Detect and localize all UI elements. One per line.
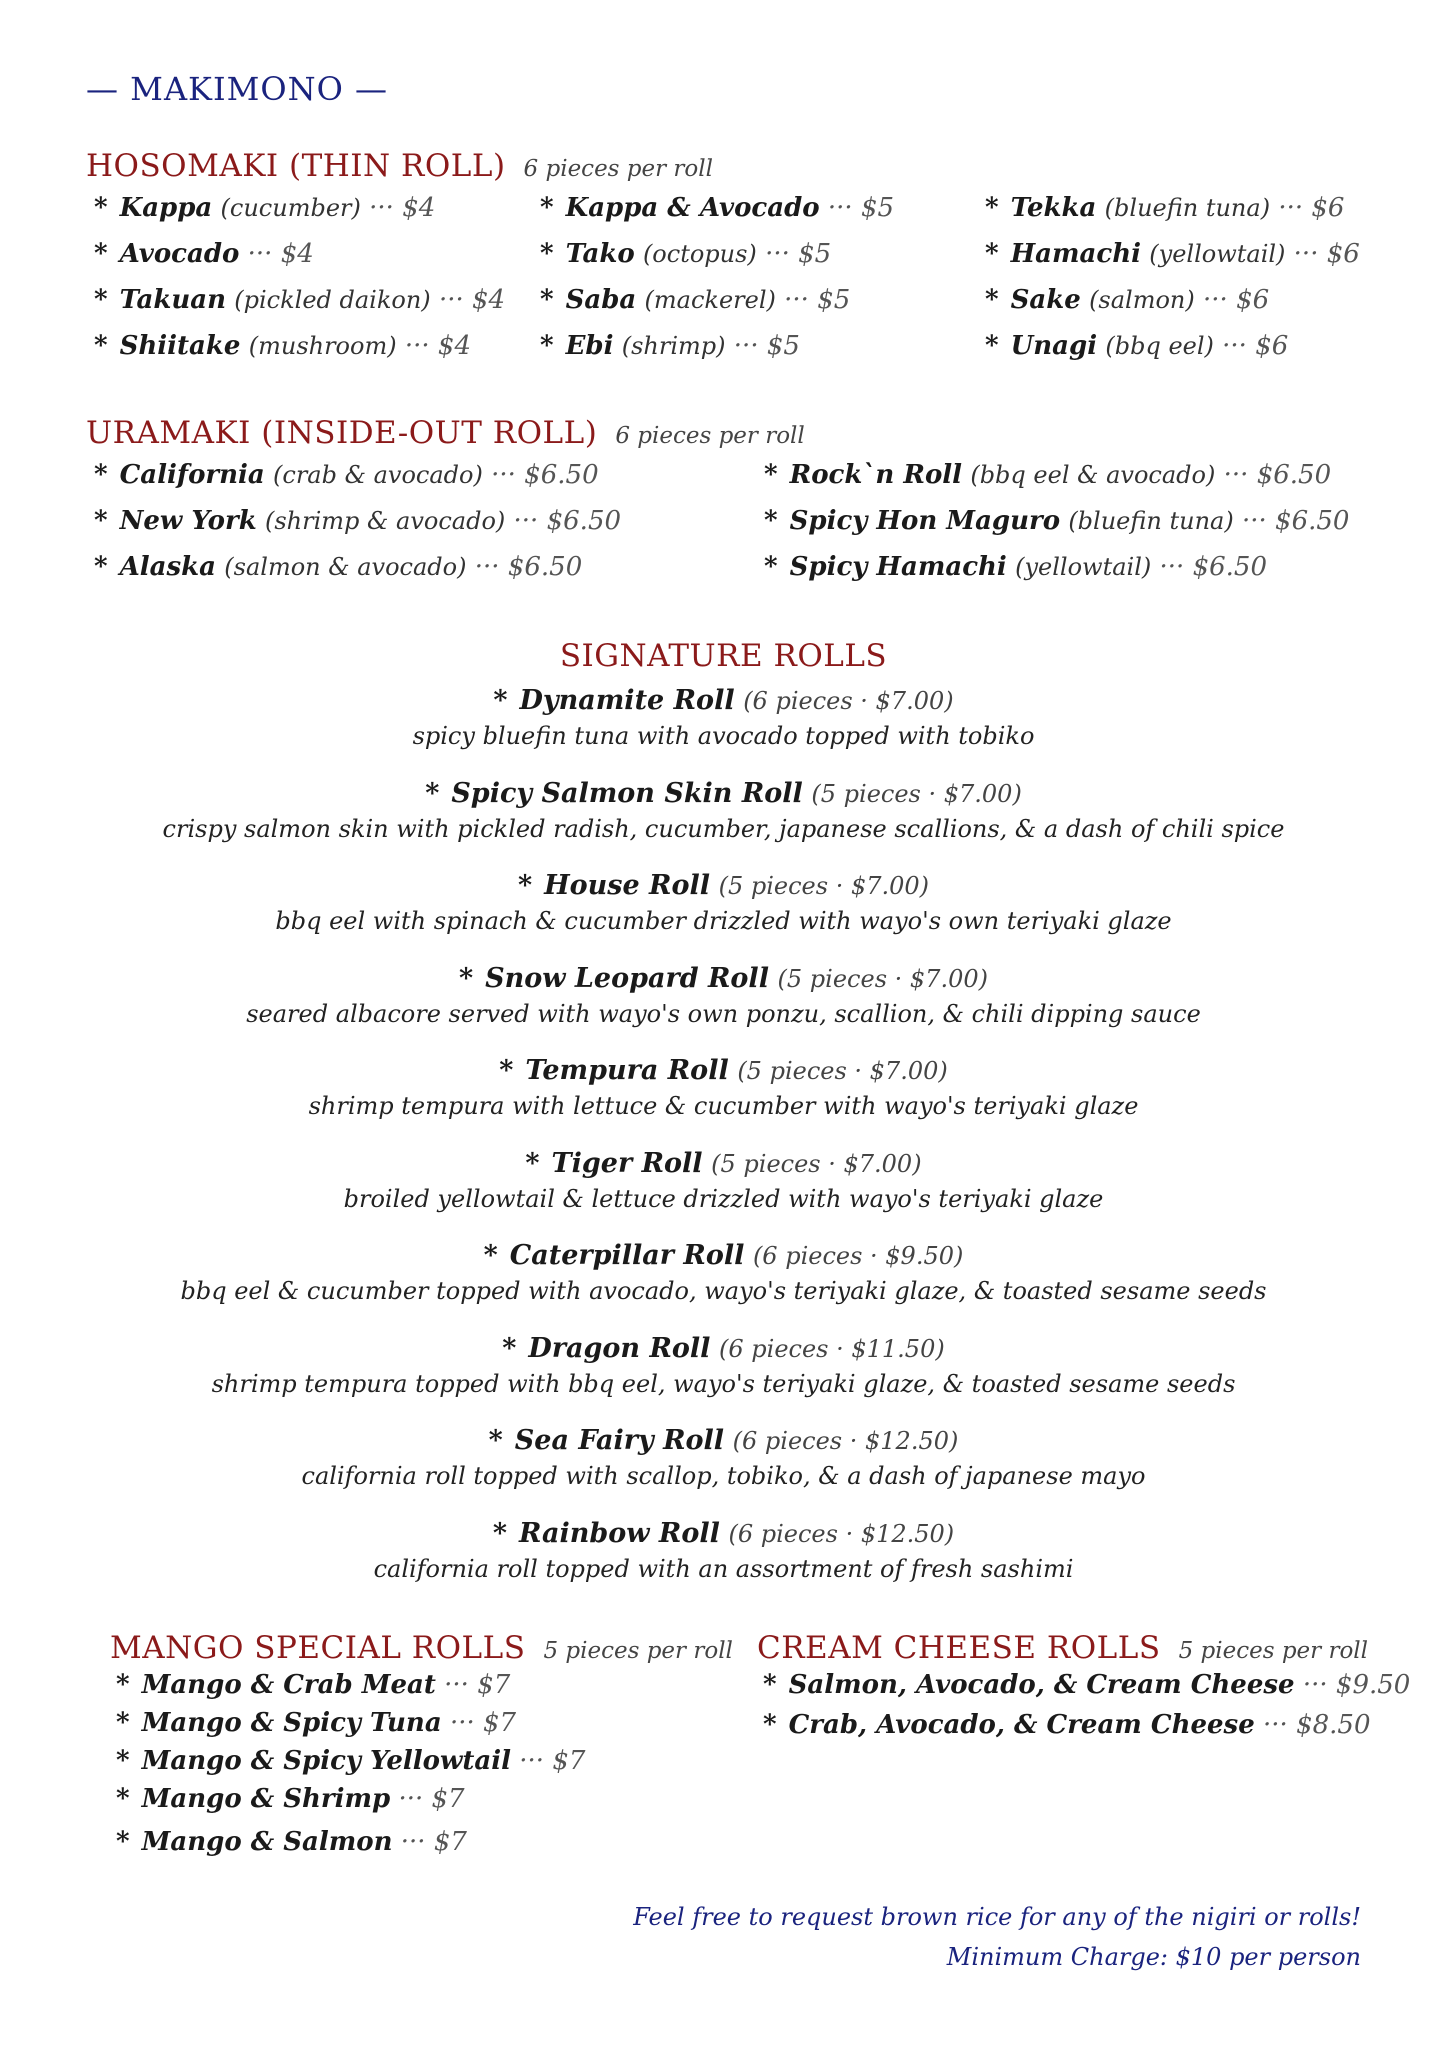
item-name: Tempura Roll xyxy=(525,1055,729,1086)
item-name: House Roll xyxy=(544,870,710,901)
item-name: Mango & Crab Meat xyxy=(141,1670,436,1700)
item-pieces-price: (6 pieces · $9.50) xyxy=(752,1242,964,1270)
bullet-star-icon: * xyxy=(517,870,533,901)
item-name: Kappa xyxy=(119,193,213,223)
item-price: $5 xyxy=(817,285,851,315)
bullet-star-icon: * xyxy=(116,1827,130,1857)
item-name: Tiger Roll xyxy=(551,1147,703,1179)
signature-title: SIGNATURE ROLLS xyxy=(559,638,888,674)
item-price: $6.50 xyxy=(1275,506,1350,536)
mango-title: MANGO SPECIAL ROLLS xyxy=(110,1630,526,1666)
signature-item-header xyxy=(0,778,1447,809)
uramaki-note: 6 pieces per roll xyxy=(615,423,805,449)
item-name: Tekka xyxy=(1010,193,1097,223)
bullet-star-icon: * xyxy=(985,331,999,361)
menu-item xyxy=(540,331,800,361)
menu-item xyxy=(764,460,1331,490)
bullet-star-icon: * xyxy=(540,331,554,361)
menu-item xyxy=(540,285,850,315)
item-price: $6.50 xyxy=(524,460,599,490)
item-price: $7 xyxy=(431,1784,465,1814)
item-name: Caterpillar Roll xyxy=(509,1240,745,1271)
menu-item xyxy=(985,239,1360,269)
item-description: shrimp tempura with lettuce & cucumber with wayo's teriyaki glaze xyxy=(308,1092,1139,1120)
menu-item xyxy=(540,193,894,223)
bullet-star-icon: * xyxy=(493,685,508,716)
menu-item xyxy=(94,506,621,536)
item-name: Saba xyxy=(565,285,637,315)
item-pieces-price: (6 pieces · $12.50) xyxy=(728,1519,955,1548)
uramaki-title: URAMAKI (INSIDE-OUT ROLL) xyxy=(86,415,598,451)
signature-item xyxy=(0,870,1447,935)
item-description: seared albacore served with wayo's own ponzu, scallion, & chili dipping sauce xyxy=(246,999,1201,1028)
item-pieces-price: (6 pieces · $12.50) xyxy=(732,1427,959,1455)
dots-separator: ··· xyxy=(765,239,790,269)
item-pieces-price: (5 pieces · $7.00) xyxy=(777,964,988,993)
item-description: (shrimp) xyxy=(621,332,726,360)
mango-header xyxy=(110,1630,733,1666)
dots-separator: ··· xyxy=(784,285,809,315)
menu-item xyxy=(116,1670,510,1700)
item-name: Hamachi xyxy=(1010,239,1141,269)
bullet-star-icon: * xyxy=(764,506,778,536)
item-price: $7 xyxy=(433,1827,467,1857)
bullet-star-icon: * xyxy=(764,460,778,490)
item-description: broiled yellowtail & lettuce drizzled with wayo's teriyaki glaze xyxy=(343,1184,1104,1213)
signature-item-header xyxy=(0,1333,1447,1364)
bullet-star-icon: * xyxy=(116,1670,130,1700)
dots-separator: ··· xyxy=(444,1670,469,1700)
item-price: $7 xyxy=(552,1746,586,1776)
item-description: (salmon) xyxy=(1089,286,1195,314)
item-name: Salmon, Avocado, & Cream Cheese xyxy=(788,1670,1295,1700)
menu-item xyxy=(540,239,831,269)
signature-item xyxy=(0,1333,1447,1398)
dots-separator: ··· xyxy=(449,1708,475,1738)
item-description: spicy bluefin tuna with avocado topped with tobiko xyxy=(412,722,1035,750)
cream-note: 5 pieces per roll xyxy=(1178,1638,1369,1664)
item-description: (yellowtail) xyxy=(1149,240,1286,268)
dots-separator: ··· xyxy=(474,552,500,582)
dots-separator: ··· xyxy=(1241,506,1267,536)
dots-separator: ··· xyxy=(369,193,394,223)
item-name: Alaska xyxy=(119,552,217,582)
mango-note: 5 pieces per roll xyxy=(543,1638,733,1664)
dots-separator: ··· xyxy=(398,1784,424,1814)
dots-separator: ··· xyxy=(1203,285,1228,315)
signature-item xyxy=(0,685,1447,750)
item-price: $6.50 xyxy=(1192,552,1267,582)
dots-separator: ··· xyxy=(1302,1670,1328,1700)
item-name: Spicy Hon Maguro xyxy=(789,506,1061,536)
signature-item xyxy=(0,1055,1447,1120)
menu-item xyxy=(985,331,1288,361)
item-price: $4 xyxy=(472,285,506,315)
menu-item xyxy=(94,285,505,315)
menu-item xyxy=(116,1708,516,1738)
menu-item xyxy=(94,239,314,269)
item-description: (octopus) xyxy=(642,240,757,268)
dots-separator: ··· xyxy=(400,1827,426,1857)
item-name: Mango & Spicy Yellowtail xyxy=(141,1746,511,1776)
item-price: $6.50 xyxy=(546,506,622,536)
bullet-star-icon: * xyxy=(94,552,108,582)
bullet-star-icon: * xyxy=(525,1147,540,1179)
menu-item xyxy=(985,193,1344,223)
bullet-star-icon: * xyxy=(492,1517,507,1549)
item-name: Kappa & Avocado xyxy=(565,193,820,223)
bullet-star-icon: * xyxy=(764,552,778,582)
item-description: bbq eel & cucumber topped with avocado, wayo's teriyaki glaze, & toasted sesame seeds xyxy=(180,1277,1267,1305)
item-description: california roll topped with an assortment of fresh sashimi xyxy=(373,1554,1074,1583)
item-description: (mushroom) xyxy=(248,332,397,360)
signature-item xyxy=(0,1425,1447,1490)
signature-item xyxy=(0,963,1447,1028)
signature-item xyxy=(0,1518,1447,1583)
item-description: california roll topped with scallop, tobiko, & a dash of japanese mayo xyxy=(301,1462,1146,1490)
item-name: Mango & Shrimp xyxy=(141,1784,391,1814)
signature-item xyxy=(0,1148,1447,1213)
item-price: $6 xyxy=(1326,239,1360,269)
footer-minimum-charge: Minimum Charge: $10 per person xyxy=(946,1943,1361,1971)
item-name: Mango & Salmon xyxy=(141,1827,393,1857)
item-price: $6 xyxy=(1236,285,1270,315)
signature-item-header xyxy=(0,1240,1447,1271)
bullet-star-icon: * xyxy=(483,1240,498,1271)
item-name: Mango & Spicy Tuna xyxy=(141,1708,442,1738)
menu-item xyxy=(116,1784,465,1814)
signature-item-header xyxy=(0,870,1447,901)
item-pieces-price: (5 pieces · $7.00) xyxy=(718,872,930,900)
bullet-star-icon: * xyxy=(116,1784,130,1814)
footer-brown-rice-note: Feel free to request brown rice for any of the nigiri or rolls! xyxy=(633,1903,1361,1931)
item-pieces-price: (5 pieces · $7.00) xyxy=(711,1149,922,1178)
signature-item-header xyxy=(0,1148,1447,1179)
item-price: $6.50 xyxy=(507,552,583,582)
cream-header xyxy=(757,1630,1368,1666)
item-name: Avocado xyxy=(119,239,240,269)
item-description: (crab & avocado) xyxy=(273,461,483,489)
signature-item-header xyxy=(0,963,1447,994)
item-description: (bluefin tuna) xyxy=(1068,507,1234,535)
signature-item-header xyxy=(0,1425,1447,1456)
item-description: (bbq eel & avocado) xyxy=(970,461,1216,489)
item-name: Shiitake xyxy=(119,331,241,361)
menu-item xyxy=(763,1710,1371,1740)
item-name: Crab, Avocado, & Cream Cheese xyxy=(788,1710,1255,1740)
menu-item xyxy=(764,506,1349,536)
menu-item xyxy=(94,331,471,361)
item-price: $4 xyxy=(402,193,436,223)
bullet-star-icon: * xyxy=(116,1708,130,1738)
item-price: $4 xyxy=(280,239,314,269)
signature-item-header xyxy=(0,1518,1447,1549)
item-name: Rock`n Roll xyxy=(789,460,963,490)
dots-separator: ··· xyxy=(1159,552,1185,582)
hosomaki-note: 6 pieces per roll xyxy=(523,156,713,182)
item-name: Spicy Hamachi xyxy=(789,552,1007,582)
item-price: $6 xyxy=(1255,331,1289,361)
item-description: (cucumber) xyxy=(220,194,361,222)
bullet-star-icon: * xyxy=(502,1332,517,1364)
item-price: $6.50 xyxy=(1256,460,1332,490)
item-description: crispy salmon skin with pickled radish, cucumber, japanese scallions, & a dash of chili spice xyxy=(162,814,1285,843)
item-price: $7 xyxy=(483,1708,517,1738)
dots-separator: ··· xyxy=(438,285,464,315)
item-description: shrimp tempura topped with bbq eel, wayo's teriyaki glaze, & toasted sesame seeds xyxy=(211,1369,1236,1398)
menu-item xyxy=(94,552,582,582)
dots-separator: ··· xyxy=(1222,331,1247,361)
bullet-star-icon: * xyxy=(763,1710,777,1740)
signature-item-header xyxy=(0,685,1447,716)
item-description: (salmon & avocado) xyxy=(224,553,467,581)
item-price: $9.50 xyxy=(1335,1670,1411,1700)
menu-item xyxy=(763,1670,1410,1700)
page-title: — MAKIMONO — xyxy=(86,70,388,108)
bullet-star-icon: * xyxy=(540,239,554,269)
bullet-star-icon: * xyxy=(459,962,474,994)
item-pieces-price: (6 pieces · $7.00) xyxy=(743,687,954,715)
item-price: $6 xyxy=(1311,193,1345,223)
dots-separator: ··· xyxy=(491,460,516,490)
item-pieces-price: (6 pieces · $11.50) xyxy=(719,1334,945,1363)
item-name: Sake xyxy=(1010,285,1081,315)
item-name: Ebi xyxy=(565,331,614,361)
item-name: Dragon Roll xyxy=(528,1332,711,1364)
item-price: $4 xyxy=(437,331,471,361)
item-description: (mackerel) xyxy=(644,286,776,314)
item-name: Snow Leopard Roll xyxy=(485,962,769,994)
item-name: Dynamite Roll xyxy=(519,685,735,716)
item-description: (bluefin tuna) xyxy=(1104,194,1271,222)
dots-separator: ··· xyxy=(1223,460,1249,490)
item-name: Tako xyxy=(565,239,635,269)
dots-separator: ··· xyxy=(827,193,853,223)
item-price: $7 xyxy=(477,1670,511,1700)
dots-separator: ··· xyxy=(1278,193,1304,223)
hosomaki-header xyxy=(86,148,713,184)
bullet-star-icon: * xyxy=(985,239,999,269)
item-description: (shrimp & avocado) xyxy=(264,507,506,535)
item-description: bbq eel with spinach & cucumber drizzled with wayo's own teriyaki glaze xyxy=(275,907,1172,935)
menu-item xyxy=(116,1746,585,1776)
bullet-star-icon: * xyxy=(116,1746,130,1776)
item-name: Takuan xyxy=(119,285,226,315)
bullet-star-icon: * xyxy=(763,1670,777,1700)
item-description: (yellowtail) xyxy=(1015,553,1152,581)
bullet-star-icon: * xyxy=(985,193,999,223)
bullet-star-icon: * xyxy=(488,1425,503,1456)
item-name: Rainbow Roll xyxy=(518,1517,720,1549)
bullet-star-icon: * xyxy=(540,193,554,223)
bullet-star-icon: * xyxy=(94,506,108,536)
dots-separator: ··· xyxy=(733,331,759,361)
item-price: $5 xyxy=(860,193,895,223)
dots-separator: ··· xyxy=(513,506,539,536)
item-price: $5 xyxy=(798,239,832,269)
item-pieces-price: (5 pieces · $7.00) xyxy=(737,1057,948,1085)
menu-item xyxy=(94,460,599,490)
bullet-star-icon: * xyxy=(94,460,108,490)
cream-title: CREAM CHEESE ROLLS xyxy=(757,1630,1161,1666)
dots-separator: ··· xyxy=(519,1746,545,1776)
bullet-star-icon: * xyxy=(94,285,108,315)
item-price: $5 xyxy=(766,331,800,361)
hosomaki-title: HOSOMAKI (THIN ROLL) xyxy=(86,148,506,184)
item-pieces-price: (5 pieces · $7.00) xyxy=(811,779,1022,808)
signature-item xyxy=(0,1240,1447,1305)
bullet-star-icon: * xyxy=(425,777,440,809)
item-name: Unagi xyxy=(1010,331,1098,361)
item-name: California xyxy=(119,460,265,490)
item-name: New York xyxy=(119,506,257,536)
signature-item xyxy=(0,778,1447,843)
menu-item xyxy=(94,193,435,223)
dots-separator: ··· xyxy=(404,331,430,361)
menu-item xyxy=(116,1827,467,1857)
item-price: $8.50 xyxy=(1296,1710,1371,1740)
item-description: (pickled daikon) xyxy=(234,286,431,314)
dots-separator: ··· xyxy=(1263,1710,1288,1740)
signature-item-header xyxy=(0,1055,1447,1086)
bullet-star-icon: * xyxy=(94,193,108,223)
item-name: Sea Fairy Roll xyxy=(514,1425,725,1456)
dots-separator: ··· xyxy=(1293,239,1319,269)
bullet-star-icon: * xyxy=(94,331,108,361)
item-name: Spicy Salmon Skin Roll xyxy=(451,777,803,809)
bullet-star-icon: * xyxy=(499,1055,514,1086)
bullet-star-icon: * xyxy=(94,239,108,269)
menu-item xyxy=(985,285,1269,315)
item-description: (bbq eel) xyxy=(1105,332,1214,360)
bullet-star-icon: * xyxy=(540,285,554,315)
menu-item xyxy=(764,552,1267,582)
dots-separator: ··· xyxy=(247,239,273,269)
uramaki-header xyxy=(86,415,805,451)
bullet-star-icon: * xyxy=(985,285,999,315)
